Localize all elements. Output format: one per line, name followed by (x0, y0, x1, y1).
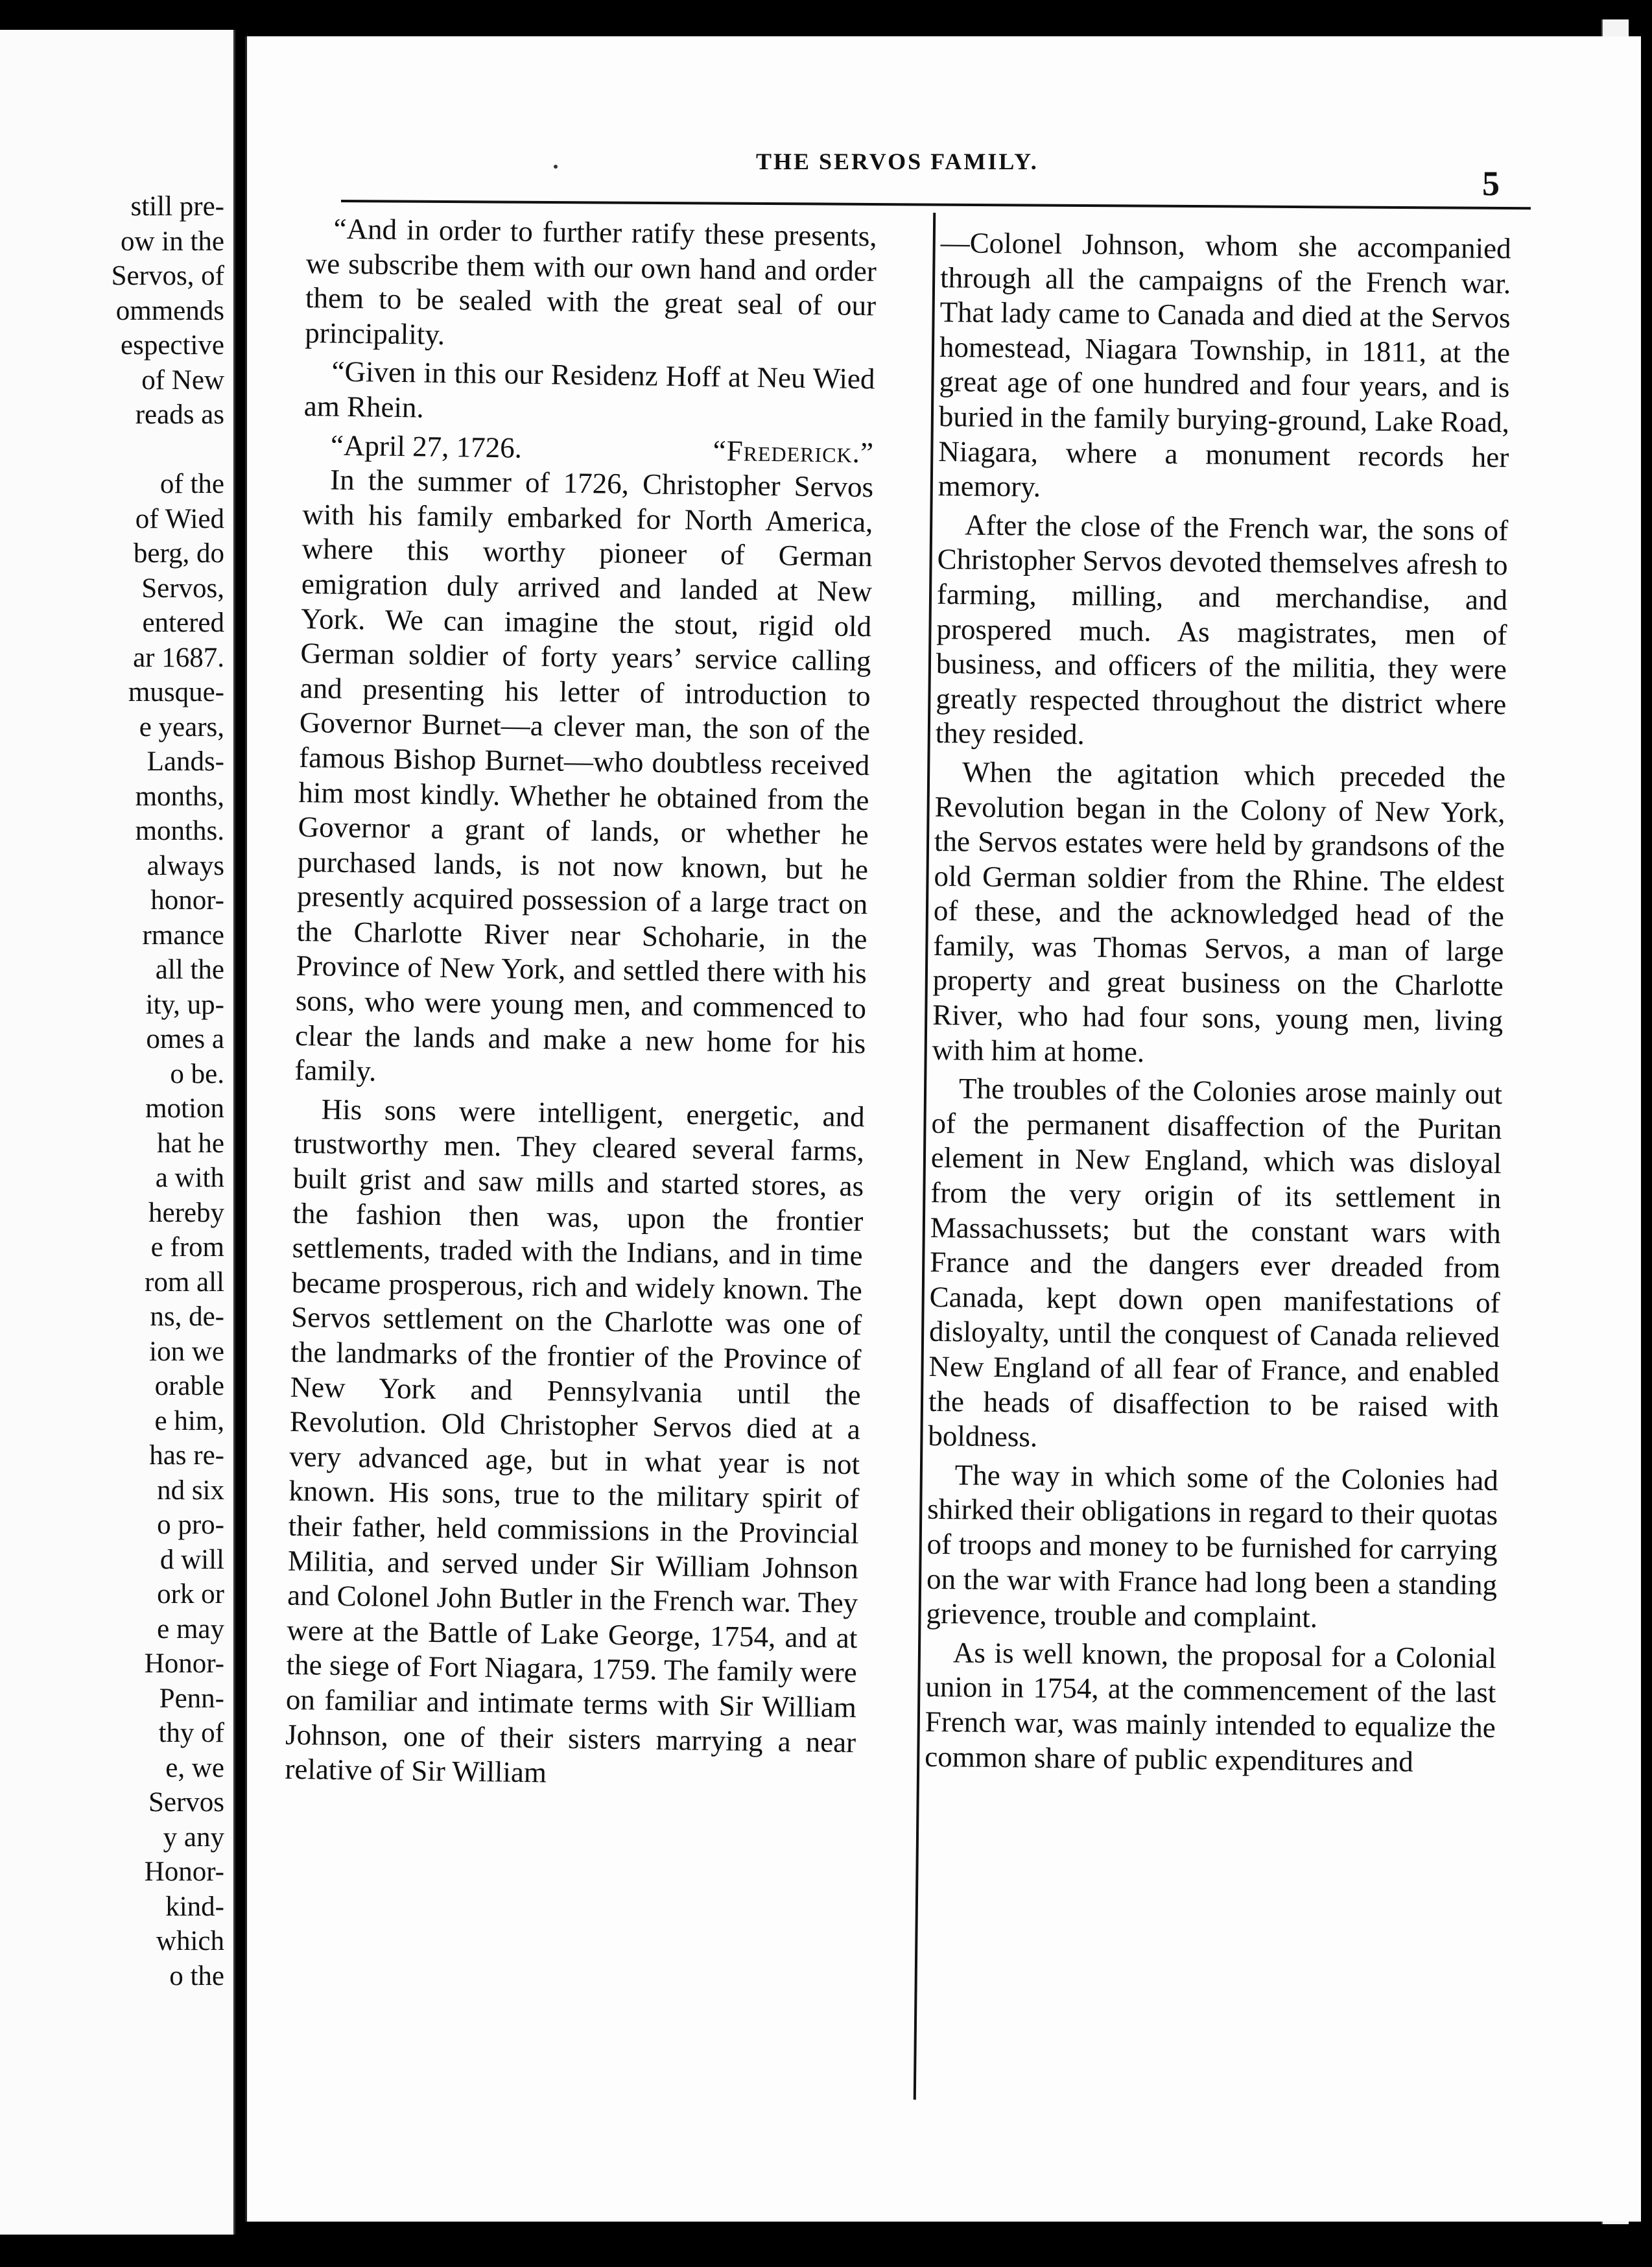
fragment-line: ow in the (120, 226, 224, 257)
fragment-line: of Wied (135, 503, 224, 534)
fragment-line: reads as (135, 399, 224, 430)
fragment-line: Servos, of (111, 261, 224, 291)
fragment-line: e years, (139, 711, 224, 742)
paragraph: The way in which some of the Colonies had shirked their obligations in regard to their quotas of troops and money to be furnished for carrying on the war with France had long been a standing grievence, trouble and complaint. (926, 1458, 1499, 1634)
left-column (285, 211, 877, 1799)
paragraph: His sons were intelligent, energetic, and trustworthy men. They cleared several farms, built grist and saw mills and started stores, as the fashion then was, upon the frontier settlements, traded with the Indians, and in time became prosperous, rich and widely known. The Servos settlement on the Charlotte was one of the landmarks of the frontier of the Province of New York and Pennsylvania until the Revolution. Old Christopher Servos died at a very advanced age, but in what year is not known. His sons, true to the military spirit of their father, held commissions in the Provincial Militia, and served under Sir William Johnson and Colonel John Butler in the French war. They were at the Battle of Lake George, 1754, and at the siege of Fort Niagara, 1759. The family were on familiar and intimate terms with Sir William Johnson, one of their sisters marrying a near relative of Sir William (285, 1093, 865, 1789)
fragment-line: e, we (165, 1752, 224, 1783)
fragment-line: rom all (145, 1266, 224, 1298)
page-number: 5 (1482, 164, 1500, 203)
fragment-line: nd six (157, 1475, 224, 1506)
signature-date: “April 27, 1726. (330, 429, 523, 464)
fragment-line: which (156, 1926, 224, 1956)
fragment-line: berg, do (133, 538, 224, 569)
previous-page-text (0, 189, 224, 1993)
fragment-line: Servos (148, 1787, 224, 1818)
fragment-line: rmance (142, 920, 224, 951)
fragment-line: orable (154, 1371, 224, 1401)
fragment-line: kind- (165, 1891, 224, 1922)
fragment-line: omes a (146, 1024, 224, 1054)
fragment-line: Servos, (141, 573, 224, 604)
ink-speck (554, 165, 558, 169)
paragraph: “And in order to further ratify these presents, we subscribe them with our own hand and order them to be sealed with the great seal of our principality. (305, 212, 877, 351)
paragraph: After the close of the French war, the sons of Christopher Servos devoted themselves afresh to farming, milling, and merchandise, and prospered much. As magistrates, men of business, and officers of the militia, they were greatly respected throughout the district where they resided. (935, 508, 1509, 751)
fragment-line: thy of (158, 1718, 224, 1748)
fragment-line: e may (157, 1613, 224, 1644)
fragment-line: hat he (157, 1128, 224, 1159)
fragment-line: honor- (150, 885, 224, 916)
fragment-line: months. (135, 816, 224, 846)
fragment-line: always (147, 850, 224, 881)
fragment-line (0, 433, 224, 468)
fragment-line: entered (142, 608, 224, 638)
fragment-line: e from (150, 1232, 224, 1263)
fragment-line: motion (145, 1093, 224, 1124)
fragment-line: musque- (128, 677, 224, 707)
signature-name: “Frederick.” (713, 434, 875, 469)
fragment-line: o pro- (157, 1510, 224, 1540)
fragment-line: ar 1687. (133, 642, 224, 673)
fragment-line: still pre- (130, 191, 224, 222)
fragment-line: ion we (149, 1336, 224, 1367)
fragment-line: e him, (154, 1405, 224, 1436)
book-page (245, 36, 1641, 2222)
fragment-line: all the (155, 955, 224, 985)
fragment-line: o the (169, 1960, 224, 1991)
fragment-line: a with (155, 1163, 224, 1193)
fragment-line: ns, de- (150, 1301, 224, 1332)
fragment-line: months, (135, 781, 224, 812)
right-column (925, 226, 1511, 1784)
fragment-line: Penn- (159, 1683, 224, 1714)
fragment-line: Lands- (147, 746, 224, 777)
fragment-line: Honor- (144, 1648, 224, 1679)
fragment-line: of the (159, 469, 224, 499)
fragment-line: of New (141, 364, 224, 396)
fragment-line: espective (121, 330, 224, 361)
previous-page-fragment (0, 30, 235, 2235)
fragment-line: ity, up- (145, 989, 224, 1020)
paragraph: When the agitation which preceded the Revolution began in the Colony of New York, the Servos estates were held by grandsons of the old German soldier from the Rhine. The eldest of these, and the acknowledged head of the family, was Thomas Servos, a man of large property and great business on the Charlotte River, who had four sons, young men, living with him at home. (932, 755, 1506, 1069)
paragraph: In the summer of 1726, Christopher Servos with his family embarked for North America, where this worthy pioneer of German emigration duly arrived and landed at New York. We can imagine the stout, rigid old German soldier of forty years’ service calling and presenting his letter of introduction to Governor Burnet—a clever man, the son of the famous Bishop Burnet—who doubtless received him most kindly. Whether he obtained from the Governor a grant of lands, or whether he purchased lands, is not now known, but he presently acquired possession of a large tract on the Charlotte River near Schoharie, in the Province of New York, and settled there with his sons, who were young men, and commenced to clear the lands and make a new home for his family. (294, 463, 874, 1087)
paragraph: —Colonel Johnson, whom she accompanied through all the campaigns of the French war. That lady came to Canada and died at the Servos homestead, Niagara Township, in 1811, at the great age of one hundred and four years, and is buried in the family burying-ground, Lake Road, Niagara, where a monument records her memory. (938, 226, 1511, 503)
fragment-line: Honor- (144, 1857, 224, 1887)
fragment-line: y any (163, 1822, 224, 1853)
fragment-line: ommends (115, 295, 224, 326)
paragraph: The troubles of the Colonies arose mainly out of the permanent disaffection of the Puritan element in New England, which was disloyal from the very origin of its settlement in Massachussets; but the constant wars with France and the dangers ever dreaded from Canada, kept down open manifestations of disloyalty, until the conquest of Canada relieved New England of all fear of France, and enabled the heads of disaffection to be raised with boldness. (928, 1072, 1503, 1453)
header-rule (341, 200, 1531, 209)
fragment-line: o be. (170, 1058, 224, 1089)
fragment-line: has re- (149, 1440, 224, 1471)
fragment-line: ork or (157, 1579, 224, 1609)
paragraph: “Given in this our Residenz Hoff at Neu Wied am Rhein. (303, 355, 875, 424)
running-header: THE SERVOS FAMILY. (756, 148, 1039, 174)
fragment-line: d will (159, 1544, 224, 1575)
fragment-line: hereby (148, 1197, 224, 1228)
paragraph: As is well known, the proposal for a Colonial union in 1754, at the commencement of the last French war, was mainly intended to equalize the common share of public expenditures and (925, 1636, 1497, 1778)
